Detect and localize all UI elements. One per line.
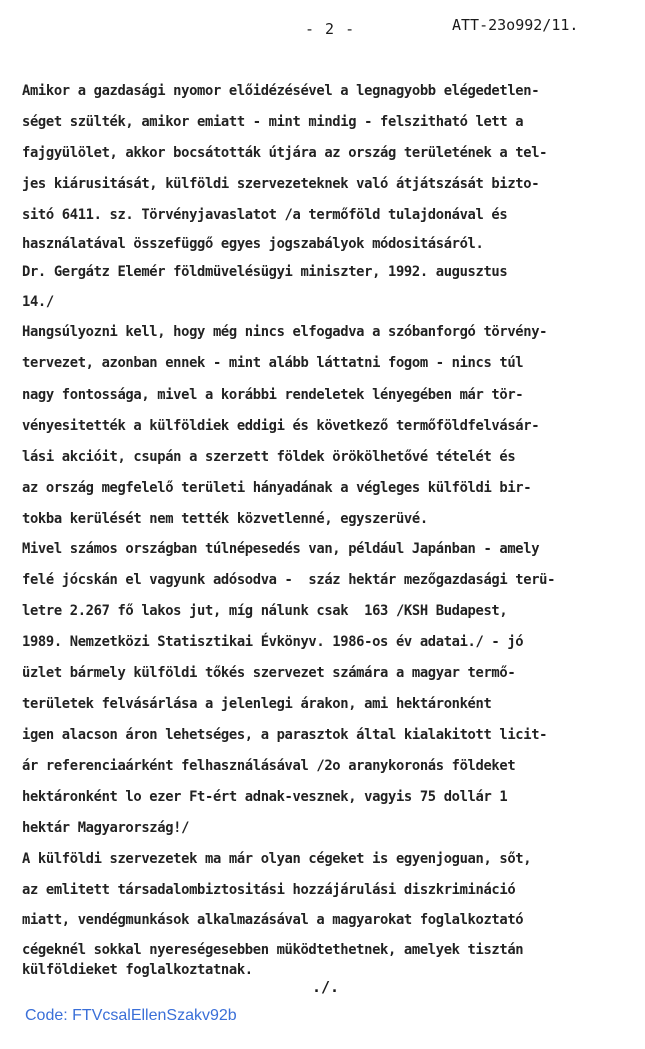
body-line: Dr. Gergátz Elemér földmüvelésügyi miniszter, 1992. augusztus <box>22 264 508 280</box>
body-line: lási akcióit, csupán a szerzett földek örökölhetővé tételét és <box>22 449 516 465</box>
body-line: fajgyülölet, akkor bocsátották útjára az ország területének a tel- <box>22 145 548 161</box>
body-line: sitó 6411. sz. Törvényjavaslatot /a termőföld tulajdonával és <box>22 207 508 223</box>
continuation-mark: ./. <box>312 978 340 996</box>
body-line: ár referenciaárként felhasználásával /2o aranykoronás földeket <box>22 758 516 774</box>
body-line: letre 2.267 fő lakos jut, míg nálunk csak 163 /KSH Budapest, <box>22 603 508 619</box>
body-line: hektáronként lo ezer Ft-ért adnak-vesznek, vagyis 75 dollár 1 <box>22 789 508 805</box>
document-code-label: Code: FTVcsalEllenSzakv92b <box>25 1007 237 1024</box>
body-line: jes kiárusitását, külföldi szervezeteknek való átjátszását bizto- <box>22 176 540 192</box>
body-line: üzlet bármely külföldi tőkés szervezet számára a magyar termő- <box>22 665 516 681</box>
body-line: használatával összefüggő egyes jogszabályok módositásáról. <box>22 236 484 252</box>
body-line: tervezet, azonban ennek - mint alább láttatni fogom - nincs túl <box>22 355 524 371</box>
body-line: igen alacson áron lehetséges, a parasztok által kialakitott licit- <box>22 727 548 743</box>
body-line: területek felvásárlása a jelenlegi árakon, ami hektáronként <box>22 696 492 712</box>
body-line: vényesitették a külföldiek eddigi és következő termőföldfelvásár- <box>22 418 540 434</box>
body-line: cégeknél sokkal nyereségesebben müködtethetnek, amelyek tisztán <box>22 942 524 958</box>
body-line: Hangsúlyozni kell, hogy még nincs elfogadva a szóbanforgó törvény- <box>22 324 548 340</box>
body-line: A külföldi szervezetek ma már olyan cégeket is egyenjoguan, sőt, <box>22 851 532 867</box>
body-line: 1989. Nemzetközi Statisztikai Évkönyv. 1986-os év adatai./ - jó <box>22 634 524 650</box>
body-line: az ország megfelelő területi hányadának a végleges külföldi bir- <box>22 480 532 496</box>
body-line: miatt, vendégmunkások alkalmazásával a magyarokat foglalkoztató <box>22 912 524 928</box>
body-line: Mivel számos országban túlnépesedés van, például Japánban - amely <box>22 541 540 557</box>
document-reference: ATT-23o992/11. <box>452 16 579 34</box>
body-line: Amikor a gazdasági nyomor előidézésével a legnagyobb elégedetlen- <box>22 83 540 99</box>
page-number: - 2 - <box>305 20 356 38</box>
body-line: hektár Magyarország!/ <box>22 820 190 836</box>
body-line: tokba kerülését nem tették közvetlenné, egyszerüvé. <box>22 511 428 527</box>
body-line: felé jócskán el vagyunk adósodva - száz hektár mezőgazdasági terü- <box>22 572 556 588</box>
body-line: külföldieket foglalkoztatnak. <box>22 962 253 978</box>
body-line: 14./ <box>22 294 54 310</box>
body-line: nagy fontossága, mivel a korábbi rendeletek lényegében már tör- <box>22 387 524 403</box>
body-line: séget szülték, amikor emiatt - mint mindig - felszitható lett a <box>22 114 524 130</box>
body-line: az emlitett társadalombiztositási hozzájárulási diszkrimináció <box>22 882 516 898</box>
